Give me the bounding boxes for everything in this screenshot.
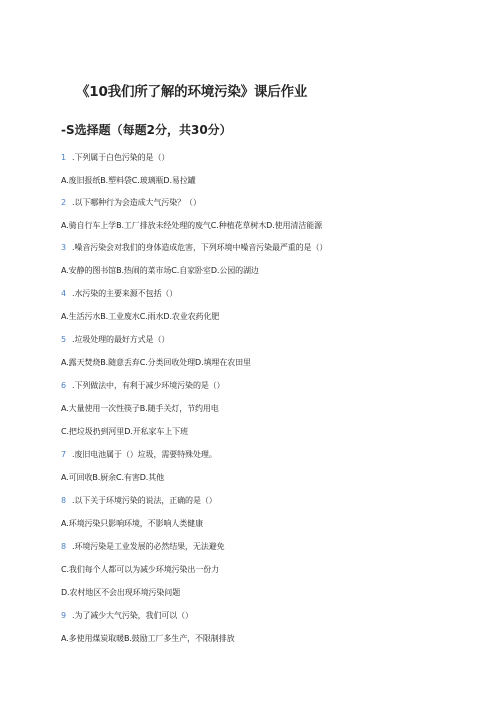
question-stem (61, 610, 193, 622)
question-stem (61, 380, 225, 392)
question-stem (61, 495, 217, 507)
line-text: A.生活污水B.工业废水C.雨水D.农业农药化肥 (61, 312, 220, 321)
line-text: .噪音污染会对我们的身体造成危害，下列环境中噪音污染最严重的是（） (72, 243, 328, 252)
question-stem (61, 334, 169, 346)
line-text: A.多使用煤炭取暖B.鼓励工厂多生产，不限制排放 (61, 634, 235, 643)
line-text: C.我们每个人都可以为减少环境污染出一份力 (61, 565, 220, 574)
question-number: 2 (61, 198, 66, 207)
line-text: A.废旧报纸B.塑料袋C.玻璃瓶D.易拉罐 (61, 176, 196, 185)
line-text: .下列做法中，有利于减少环境污染的是（） (72, 381, 225, 390)
question-stem (61, 541, 225, 553)
line-text: .以下哪种行为会造成大气污染？（） (72, 198, 201, 207)
line-text: A.安静的图书馆B.热闹的菜市场C.自家卧室D.公园的湖边 (61, 266, 259, 275)
answer-options (61, 175, 196, 187)
question-number: 7 (61, 450, 66, 459)
answer-options (61, 564, 219, 576)
line-text: .以下关于环境污染的说法，正确的是（） (72, 496, 217, 505)
answer-options (61, 587, 180, 599)
question-stem (61, 152, 169, 164)
question-number: 8 (61, 496, 66, 505)
answer-options (61, 311, 219, 323)
question-number: 5 (61, 335, 66, 344)
question-stem (61, 197, 201, 209)
question-number: 3 (61, 243, 66, 252)
question-number: 4 (61, 289, 66, 298)
line-text: .水污染的主要来源不包括（） (72, 289, 178, 298)
answer-options (61, 518, 203, 530)
question-number: 9 (61, 611, 66, 620)
line-text: .废旧电池属于（）垃圾，需要特殊处理。 (72, 450, 217, 459)
line-text: D.农村地区不会出现环境污染问题 (61, 588, 181, 597)
question-stem (61, 242, 327, 254)
answer-options (61, 472, 164, 484)
line-text: .环境污染是工业发展的必然结果，无法避免 (72, 542, 225, 551)
answer-options (61, 633, 235, 645)
line-text: A.环境污染只影响环境，不影响人类健康 (61, 519, 203, 528)
answer-options (61, 265, 259, 277)
answer-options (61, 220, 322, 232)
line-text: .下列属于白色污染的是（） (72, 153, 170, 162)
line-text: A.骑自行车上学B.工厂排放未经处理的废气C.种植花草树木D.使用清洁能源 (61, 221, 323, 230)
line-text: A.露天焚烧B.随意丢弃C.分类回收处理D.填埋在农田里 (61, 358, 251, 367)
line-text: .为了减少大气污染，我们可以（） (72, 611, 193, 620)
document-title: 《10我们所了解的环境污染》课后作业 (76, 84, 308, 100)
answer-options (61, 426, 188, 438)
answer-options (61, 403, 219, 415)
question-number: 8 (61, 542, 66, 551)
line-text: .垃圾处理的最好方式是（） (72, 335, 170, 344)
question-number: 6 (61, 381, 66, 390)
line-text: A.大量使用一次性筷子B.随手关灯，节约用电 (61, 404, 219, 413)
question-stem (61, 449, 217, 461)
line-text: C.把垃圾扔到河里D.开私家车上下班 (61, 427, 189, 436)
section-heading: -S选择题（每题2分，共30分） (61, 123, 232, 137)
question-stem (61, 288, 177, 300)
answer-options (61, 357, 251, 369)
line-text: A.可回收B.厨余C.有害D.其他 (61, 473, 165, 482)
question-number: 1 (61, 153, 66, 162)
